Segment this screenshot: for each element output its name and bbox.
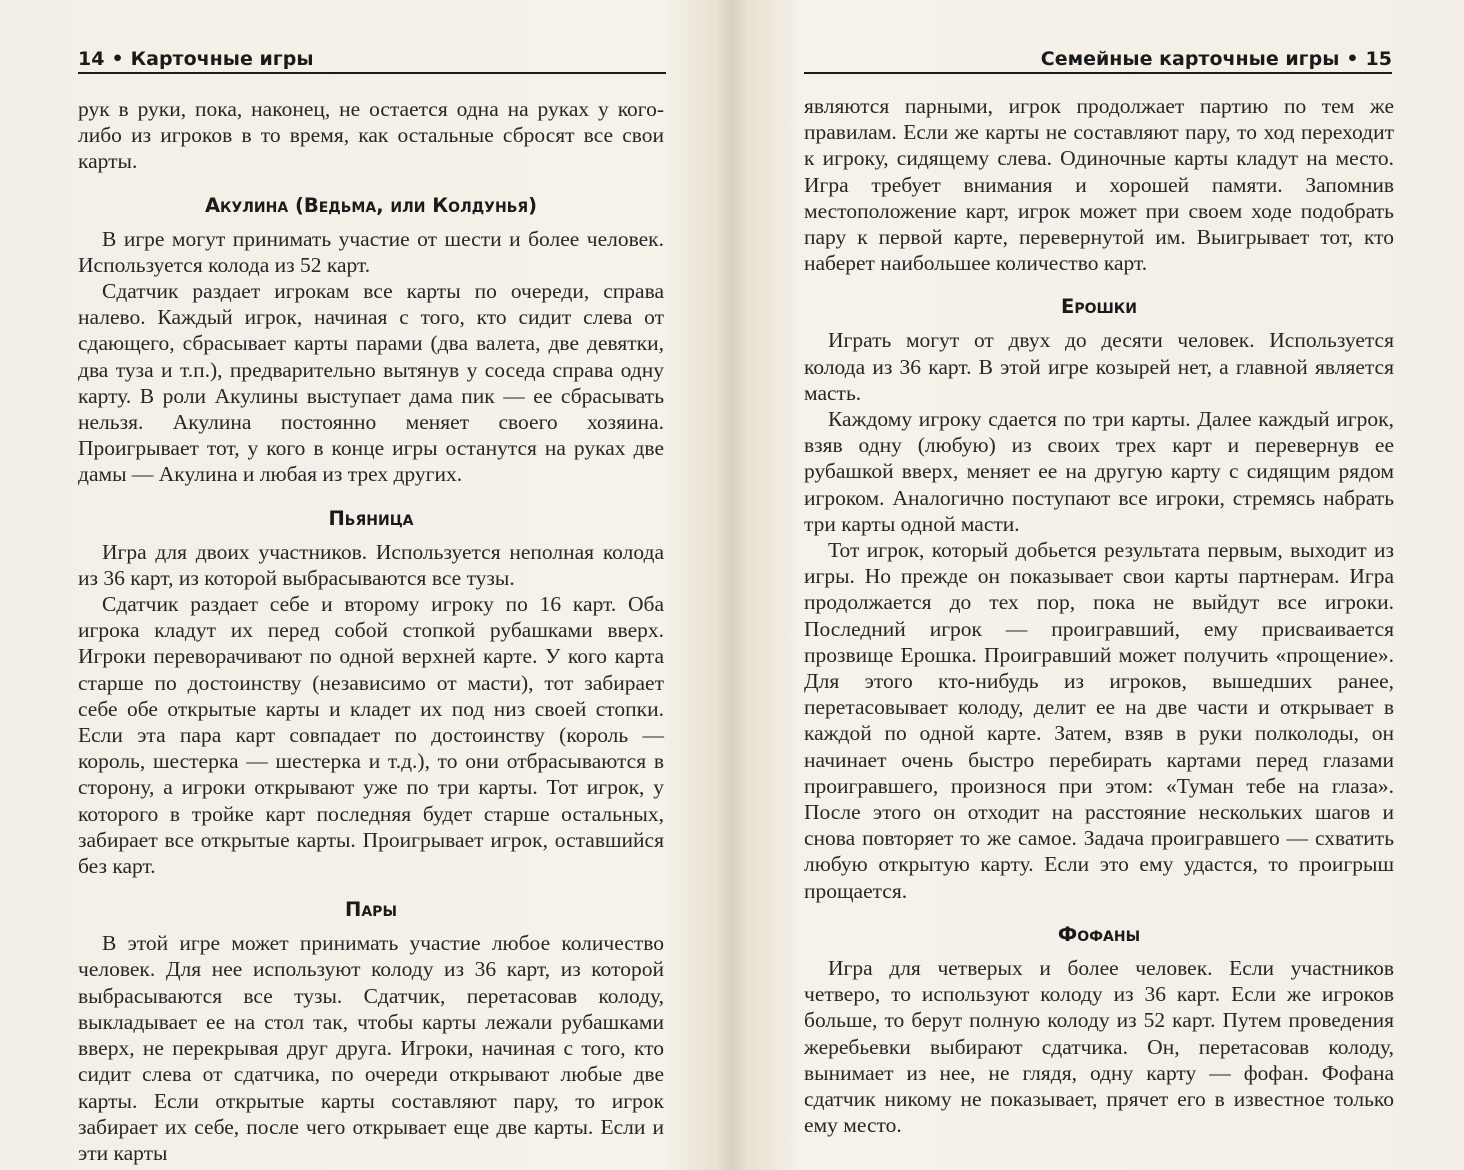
- paragraph: Играть могут от двух до десяти человек. Используется колода из 36 карт. В этой игре козырей нет, а главной является масть.: [804, 328, 1394, 405]
- paragraph: Игра для двоих участников. Используется неполная колода из 36 карт, из которой выбрасываются все тузы.: [78, 539, 664, 590]
- paragraph: В игре могут принимать участие от шести и более человек. Используется колода из 52 карт.: [78, 226, 664, 277]
- continuation-paragraph: рук в руки, пока, наконец, не остается одна на руках у кого-либо из игроков в то время, как остальные сбросят все свои карты.: [78, 97, 664, 174]
- left-page-text: [78, 96, 664, 1166]
- paragraph: Игра для четверых и более человек. Если участников четверо, то используют колоду из 36 карт. Если же игроков больше, то берут полную колоду из 52 карт. Путем проведения жеребьевки выбирают сдатчика. Он, перетасовав колоду, вынимает из нее, не глядя, одну карту — фофан. Фофана сдатчик никому не показывает, прячет его в известное только ему место.: [804, 955, 1394, 1138]
- section-heading: Пьяница: [328, 506, 414, 530]
- section-heading: Ерошки: [1061, 295, 1137, 319]
- paragraph: Сдатчик раздает игрокам все карты по очереди, справа налево. Каждый игрок, начиная с того, кто сидит слева от сдающего, сбрасывает карты парами (два валета, две девятки, два туза и т.п.), предварительно вытянув у соседа справа одну карту. В роли Акулины выступает дама пик — ее сбрасывать нельзя. Акулина постоянно меняет своего хозяина. Проигрывает тот, у кого в конце игры останутся на руках две дамы — Акулина и любая из трех других.: [78, 279, 664, 487]
- running-title: Семейные карточные игры: [1040, 48, 1340, 70]
- right-page-header: [804, 44, 1392, 74]
- section-heading: Пары: [345, 898, 397, 922]
- left-page-header: [78, 44, 666, 74]
- paragraph: Каждому игроку сдается по три карты. Далее каждый игрок, взяв одну (любую) из своих трех карт и перевернув ее рубашкой вверх, меняет ее на другую карту с сидящим рядом игроком. Аналогично поступают все игроки, стремясь набрать три карты одной масти.: [804, 407, 1394, 536]
- paragraph: Сдатчик раздает себе и второму игроку по 16 карт. Оба игрока кладут их перед собой стопкой рубашками вверх. Игроки переворачивают по одной верхней карте. У кого карта старше по достоинству (независимо от масти), тот забирает себе обе открытые карты и кладет их под низ своей стопки. Если эта пара карт совпадает по достоинству (король — король, шестерка — шестерка и т.д.), то они отбрасываются в сторону, а игроки открывают уже по три карты. Тот игрок, у которого в тройке карт последняя будет старше остальных, забирает все открытые карты. Проигрывает игрок, оставшийся без карт.: [78, 592, 664, 879]
- page-number: 15: [1365, 48, 1392, 70]
- section-heading: Фофаны: [1057, 922, 1141, 946]
- page-number: 14: [78, 48, 105, 70]
- header-separator: •: [111, 48, 124, 70]
- section-heading: Акулина (Ведьма, или Колдунья): [204, 193, 538, 217]
- continuation-paragraph: являются парными, игрок продолжает партию по тем же правилам. Если же карты не составляют пару, то ход переходит к игроку, сидящему слева. Одиночные карты кладут на место. Игра требует внимания и хорошей памяти. Запомнив местоположение карт, игрок может при своем ходе подобрать пару к первой карте, перевернутой им. Выигрывает тот, кто наберет наибольшее количество карт.: [804, 94, 1394, 276]
- paragraph: В этой игре может принимать участие любое количество человек. Для нее используют колоду из 36 карт, из которой выбрасываются все тузы. Сдатчик, перетасовав колоду, выкладывает ее на стол так, чтобы карты лежали рубашками вверх, не перекрывая друг друга. Игроки, начиная с того, кто сидит слева от сдатчика, по очереди открывают любые две карты. Если открытые карты составляют пару, то игрок забирает их себе, после чего открывает еще две карты. Если и эти карты: [78, 931, 664, 1165]
- header-separator: •: [1346, 48, 1359, 70]
- right-page-text: [804, 93, 1394, 1138]
- paragraph: Тот игрок, который добьется результата первым, выходит из игры. Но прежде он показывает свои карты партнерам. Игра продолжается до тех пор, пока не выйдут все игроки. Последний игрок — проигравший, ему присваивается прозвище Ерошка. Проигравший может получить «прощение». Для этого кто-нибудь из игроков, вышедших ранее, перетасовывает колоду, делит ее на две части и открывает в каждой по одной карте. Затем, взяв в руки полколоды, он начинает очень быстро перебирать картами перед глазами проигравшего, произнося при этом: «Туман тебе на глаза». После этого он отходит на расстояние нескольких шагов и снова повторяет то же самое. Задача проигравшего — схватить любую открытую карту. Если это ему удастся, то проигрыш прощается.: [804, 538, 1394, 903]
- running-title: Карточные игры: [130, 48, 314, 70]
- right-page: [732, 0, 1464, 1170]
